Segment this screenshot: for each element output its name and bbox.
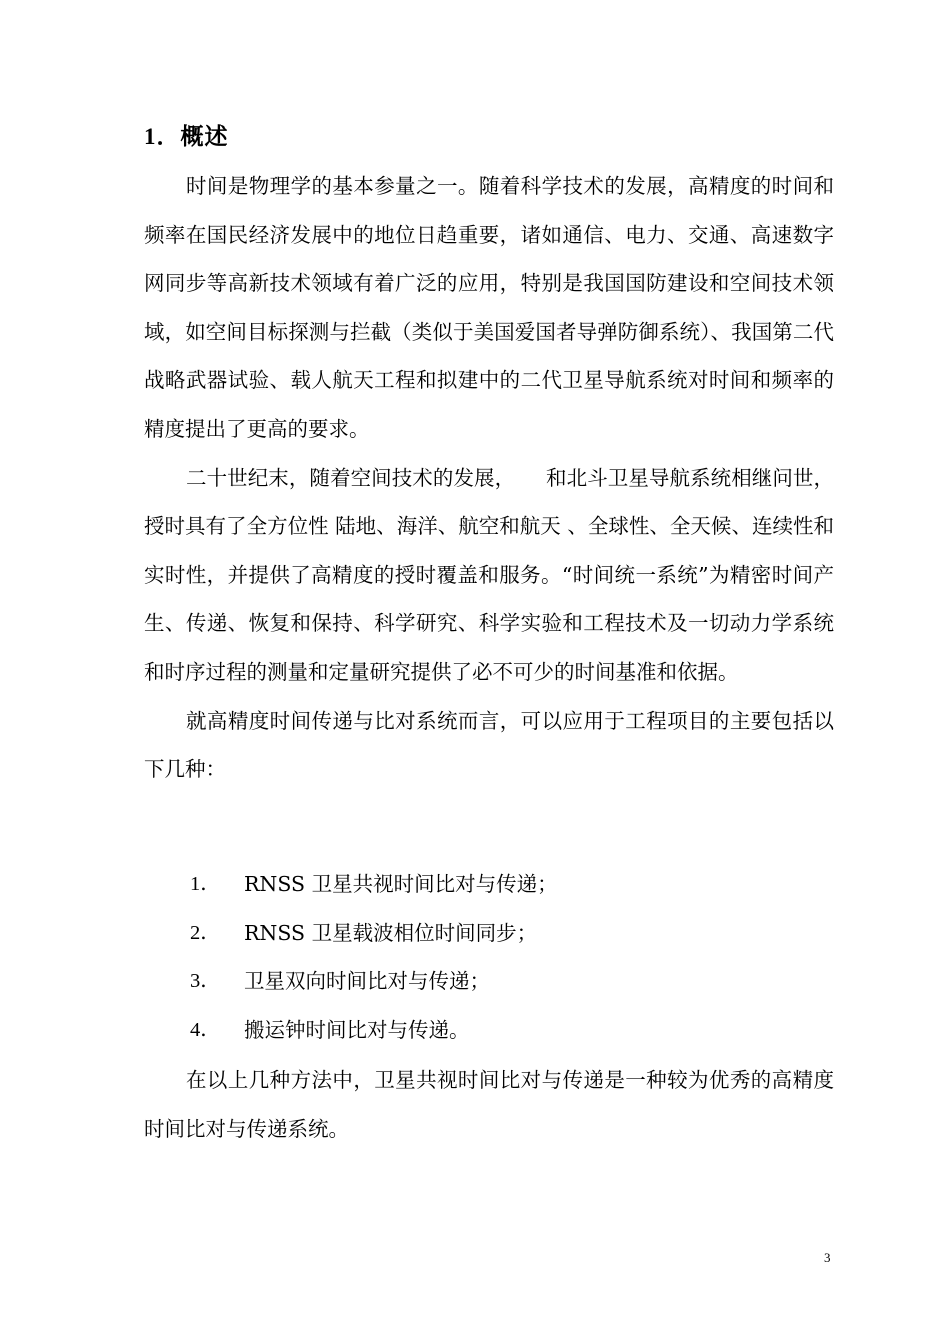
page-number: 3 [824, 1250, 831, 1265]
list-item-number: 1． [190, 873, 221, 895]
list-item-text: 卫星双向时间比对与传递； [244, 969, 490, 994]
section-title: 概述 [180, 124, 229, 150]
paragraph: 在以上几种方法中，卫星共视时间比对与传递是一种较为优秀的高精度时间比对与传递系统。 [144, 1068, 834, 1141]
body-text-top [144, 162, 834, 794]
list-item-text: RNSS 卫星共视时间比对与传递； [244, 872, 558, 896]
list-item [144, 909, 834, 958]
list-item-number: 4． [190, 1018, 221, 1041]
list-item-text: RNSS 卫星载波相位时间同步； [244, 920, 538, 945]
list-item [144, 1006, 834, 1055]
body-text-bottom [144, 1056, 834, 1153]
list-item-text: 搬运钟时间比对与传递。 [244, 1017, 470, 1042]
list-item [144, 957, 834, 1006]
paragraph: 二十世纪末，随着空间技术的发展， 和北斗卫星导航系统相继问世，授时具有了全方位性 陆地、海洋、航空和航天 、全球性、全天候、连续性和实时性，并提供了高精度的授时覆盖和服务。“时间统一系统”为精密时间产生、传递、恢复和保持、科学研究、科学实验和工程技术及一切动力学系统和时序过程的测量和定量研究提供了必不可少的时间基准和依据。 [144, 465, 834, 684]
paragraph: 就高精度时间传递与比对系统而言，可以应用于工程项目的主要包括以下几种： [144, 708, 834, 782]
paragraph: 时间是物理学的基本参量之一。随着科学技术的发展，高精度的时间和频率在国民经济发展中的地位日趋重要，诸如通信、电力、交通、高速数字网同步等高新技术领域有着广泛的应用，特别是我国国防建设和空间技术领域，如空间目标探测与拦截（类似于美国爱国者导弹防御系统）、我国第二代战略武器试验、载人航天工程和拟建中的二代卫星导航系统对时间和频率的精度提出了更高的要求。 [144, 174, 834, 441]
section-heading [144, 118, 229, 151]
numbered-list [144, 860, 834, 1054]
list-item-number: 2． [190, 921, 221, 944]
list-item [144, 860, 834, 909]
section-number: 1． [144, 124, 181, 149]
list-item-number: 3． [190, 970, 221, 993]
